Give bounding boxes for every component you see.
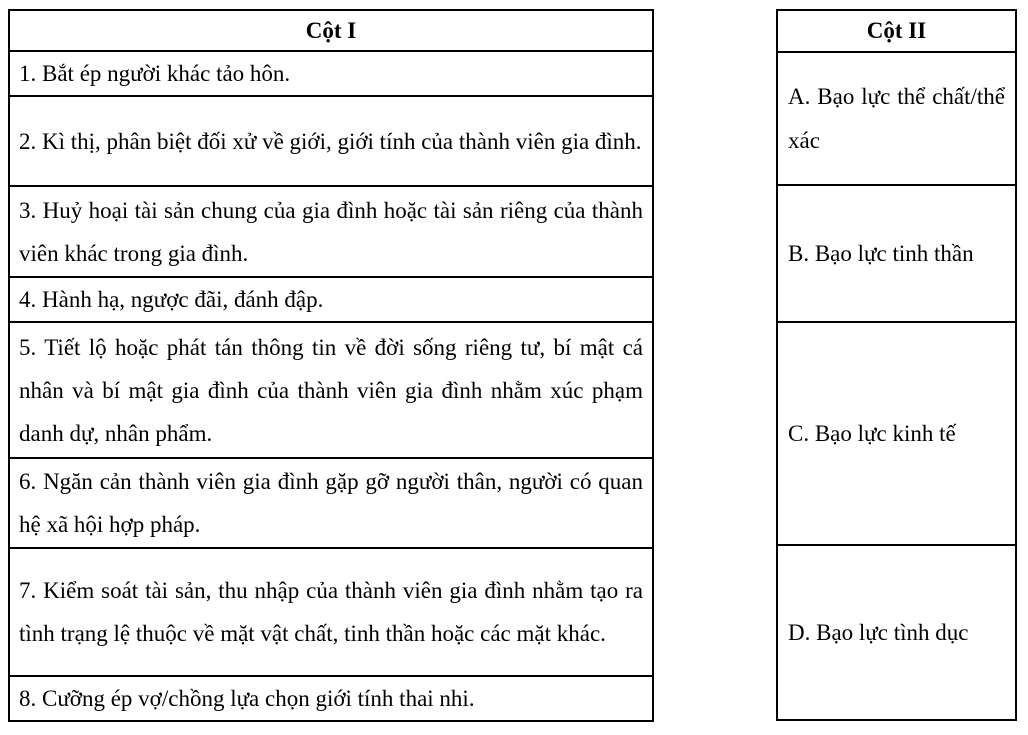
table-row	[777, 185, 1016, 322]
column-i-item-5: 5. Tiết lộ hoặc phát tán thông tin về đời sống riêng tư, bí mật cá nhân và bí mật gia đình của thành viên gia đình nhằm xúc phạm danh dự, nhân phẩm.	[9, 322, 653, 458]
column-i-item-6: 6. Ngăn cản thành viên gia đình gặp gỡ người thân, người có quan hệ xã hội hợp pháp.	[9, 458, 653, 548]
column-ii-header: Cột II	[777, 10, 1016, 52]
column-ii-option-d: D. Bạo lực tình dục	[777, 545, 1016, 720]
column-i-header-row	[9, 10, 653, 51]
column-ii-option-a: A. Bạo lực thể chất/thể xác	[777, 52, 1016, 185]
column-i-item-7: 7. Kiểm soát tài sản, thu nhập của thành viên gia đình nhằm tạo ra tình trạng lệ thuộc về mặt vật chất, tinh thần hoặc các mặt khác.	[9, 548, 653, 676]
table-row	[777, 545, 1016, 720]
column-i-table	[8, 9, 654, 722]
table-row	[9, 458, 653, 548]
column-ii-option-b: B. Bạo lực tinh thần	[777, 185, 1016, 322]
column-i-header: Cột I	[9, 10, 653, 51]
table-row	[9, 277, 653, 322]
table-row	[9, 186, 653, 277]
column-i-item-3: 3. Huỷ hoại tài sản chung của gia đình hoặc tài sản riêng của thành viên khác trong gia đình.	[9, 186, 653, 277]
column-ii-option-c: C. Bạo lực kinh tế	[777, 322, 1016, 545]
table-row	[9, 548, 653, 676]
column-ii-table	[776, 9, 1017, 721]
column-i-item-1: 1. Bắt ép người khác tảo hôn.	[9, 51, 653, 96]
column-ii-header-row	[777, 10, 1016, 52]
table-row	[777, 322, 1016, 545]
table-row	[9, 322, 653, 458]
table-row	[777, 52, 1016, 185]
column-i-item-4: 4. Hành hạ, ngược đãi, đánh đập.	[9, 277, 653, 322]
column-i-item-2: 2. Kì thị, phân biệt đối xử về giới, giới tính của thành viên gia đình.	[9, 96, 653, 186]
table-row	[9, 676, 653, 721]
table-row	[9, 51, 653, 96]
table-row	[9, 96, 653, 186]
column-i-item-8: 8. Cưỡng ép vợ/chồng lựa chọn giới tính thai nhi.	[9, 676, 653, 721]
